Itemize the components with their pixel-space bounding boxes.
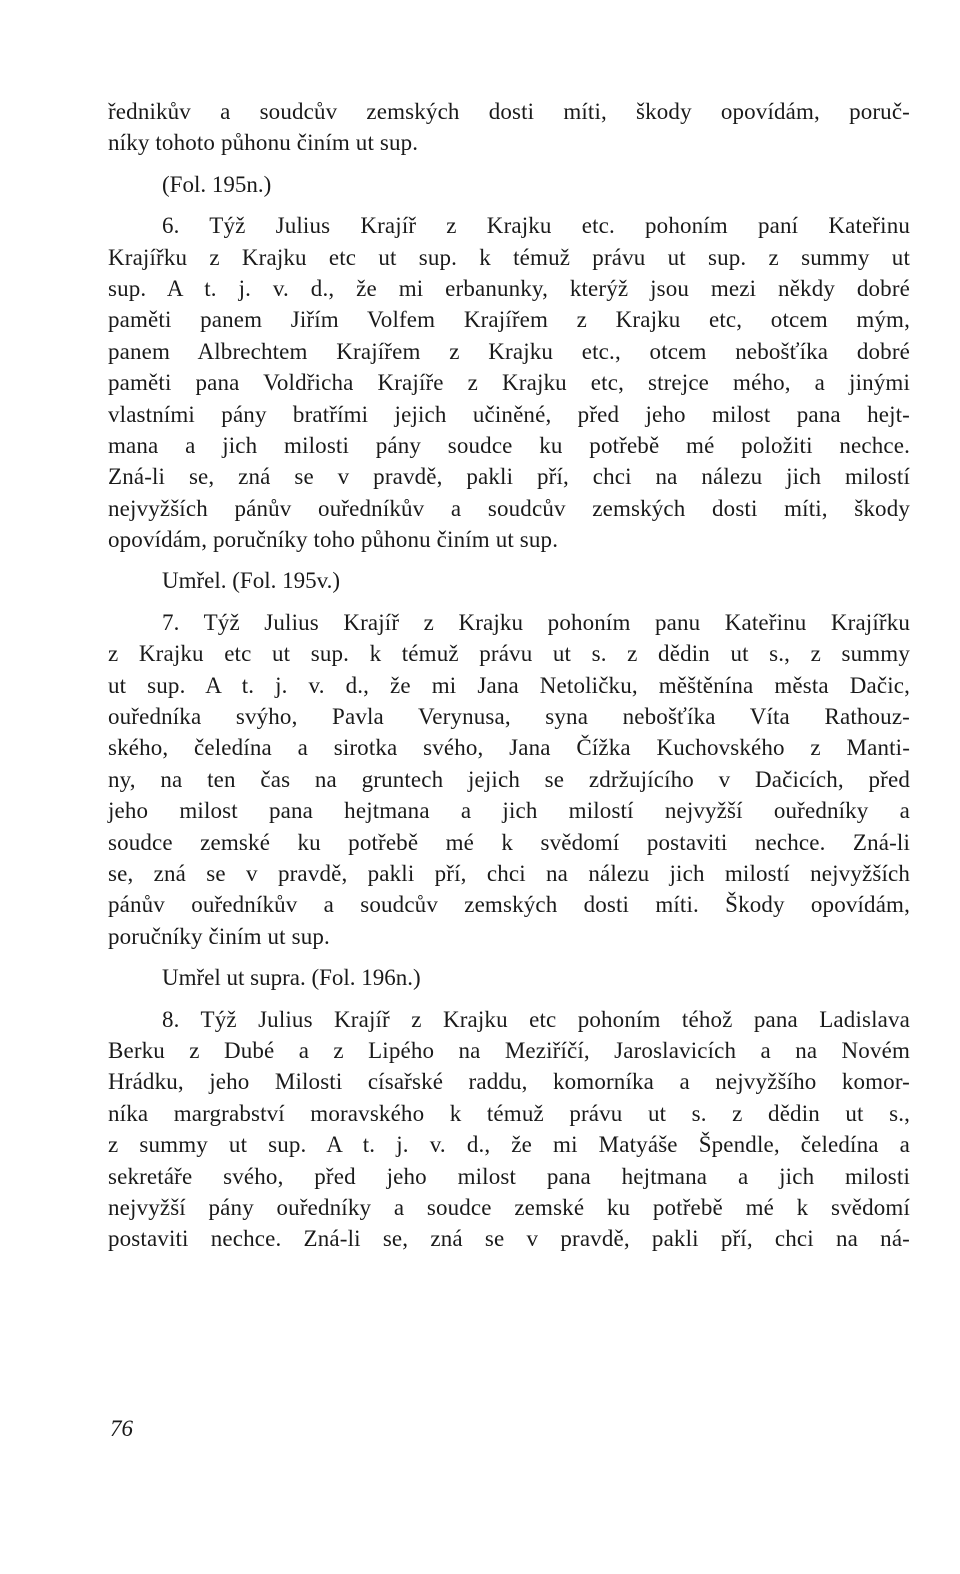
text-line: 6. Týž Julius Krajíř z Krajku etc. pohoním paní Kateřinu (162, 213, 910, 239)
text-line: poručníky činím ut sup. (108, 923, 330, 949)
text-line: opovídám, poručníky toho půhonu činím ut sup. (108, 527, 559, 553)
text-line: ut sup. A t. j. v. d., že mi Jana Netoličku, měštěnína města Dačic, (108, 672, 910, 698)
text-line: jeho milost pana hejtmana a jich milostí nejvyžší ouředníky a (108, 798, 910, 824)
text-line: níka margrabství moravského k témuž právu ut s. z dědin ut s., (108, 1100, 910, 1126)
text-line: ouředníka svýho, Pavla Verynusa, syna nebošťíka Víta Rathouz- (108, 704, 910, 730)
text-line: Hrádku, jeho Milosti císařské raddu, komorníka a nejvyžšího komor- (108, 1069, 910, 1095)
text-line: řednikův a soudcův zemských dosti míti, škody opovídám, poruč- (108, 99, 910, 124)
text-line: 7. Týž Julius Krajíř z Krajku pohoním panu Kateřinu Krajířku (162, 609, 910, 635)
text-line: se, zná se v pravdě, pakli pří, chci na nálezu jich milostí nejvyžších (108, 860, 910, 886)
text-line: soudce zemské ku potřebě mé k svědomí postaviti nechce. Zná-li (108, 829, 910, 855)
paragraph-6 (108, 210, 910, 555)
text-line: sup. A t. j. v. d., že mi erbanunky, kterýž jsou mezi někdy dobré (108, 275, 910, 301)
text-line: paměti panem Jiřím Volfem Krajířem z Krajku etc, otcem mým, (108, 307, 910, 333)
paragraph-continuation (108, 96, 910, 159)
text-line: 8. Týž Julius Krajíř z Krajku etc pohoním téhož pana Ladislava (162, 1006, 910, 1032)
text-line: mana a jich milosti pány soudce ku potřebě mé položiti nechce. (108, 432, 910, 458)
text-line: nejvyžší pány ouředníky a soudce zemské ku potřebě mé k svědomí (108, 1194, 910, 1220)
paragraph-7 (108, 607, 910, 952)
folio-reference: Umřel ut supra. (Fol. 196n.) (162, 965, 421, 991)
text-line: Zná-li se, zná se v pravdě, pakli pří, chci na nálezu jich milostí (108, 464, 910, 490)
text-line: z Krajku etc ut sup. k témuž právu ut s. z dědin ut s., z summy (108, 641, 910, 667)
paragraph-8 (108, 1004, 910, 1255)
text-line: níky tohoto půhonu činím ut sup. (108, 130, 419, 156)
folio-reference: (Fol. 195n.) (162, 171, 272, 197)
text-line: nejvyžších pánův ouředníkův a soudcův zemských dosti míti, škody (108, 495, 910, 521)
folio-reference: Umřel. (Fol. 195v.) (162, 568, 341, 594)
text-line: paměti pana Voldřicha Krajíře z Krajku etc, strejce mého, a jinými (108, 370, 910, 396)
text-line: pánův ouředníkův a soudcův zemských dosti míti. Škody opovídám, (108, 892, 910, 918)
text-line: ského, čeledína a sirotka svého, Jana Čížka Kuchovského z Manti- (108, 735, 910, 761)
text-line: z summy ut sup. A t. j. v. d., že mi Matyáše Špendle, čeledína a (108, 1132, 910, 1158)
text-line: Krajířku z Krajku etc ut sup. k témuž právu ut sup. z summy ut (108, 244, 910, 270)
text-line: panem Albrechtem Krajířem z Krajku etc., otcem nebošťíka dobré (108, 338, 910, 364)
text-line: Berku z Dubé a z Lipého na Meziříčí, Jaroslavicích a na Novém (108, 1037, 910, 1063)
page-number: 76 (110, 1416, 133, 1441)
text-line: vlastními pány bratřími jejich učiněné, před jeho milost pana hejt- (108, 401, 910, 427)
text-line: postaviti nechce. Zná-li se, zná se v pravdě, pakli pří, chci na ná- (108, 1226, 910, 1252)
document-page (108, 96, 910, 1255)
text-line: sekretáře svého, před jeho milost pana hejtmana a jich milosti (108, 1163, 910, 1189)
text-line: ny, na ten čas na gruntech jejich se zdržujícího v Dačicích, před (108, 766, 910, 792)
